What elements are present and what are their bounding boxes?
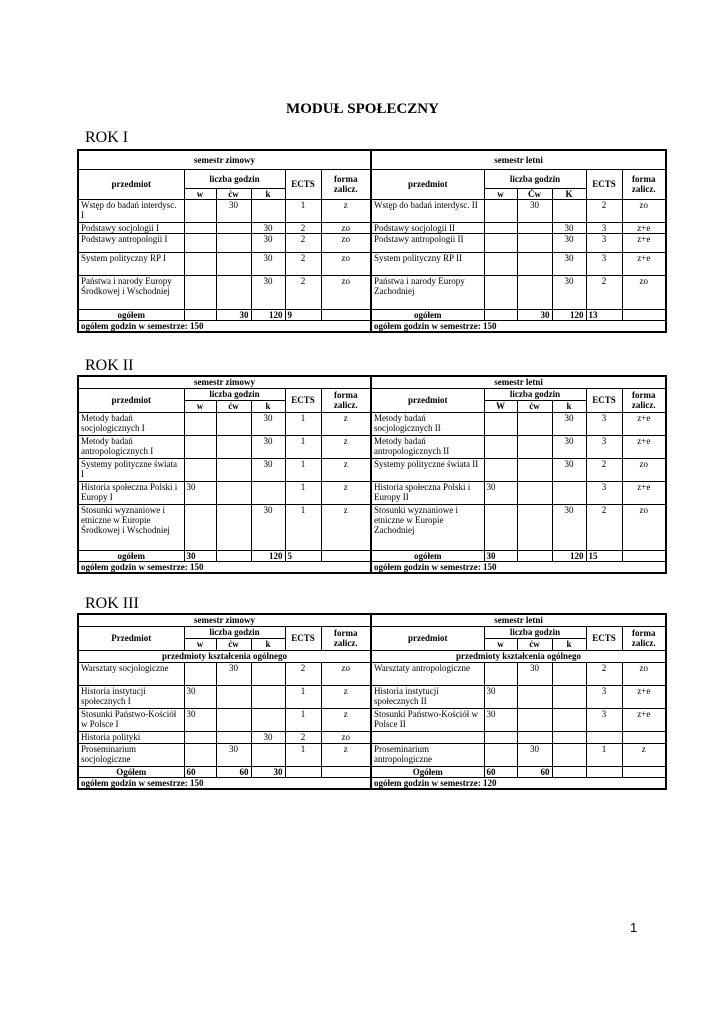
lecture-hours (184, 199, 216, 222)
conversatorium-hours: 30 (552, 222, 586, 233)
lecture-hours (184, 504, 216, 550)
ects-value: 1 (285, 435, 321, 458)
course-name: Wstęp do badań interdysc. I (78, 199, 184, 222)
conversatorium-column-header: k (552, 400, 586, 412)
form-value: z (321, 685, 371, 708)
semester-header: semestr letni (371, 614, 666, 626)
form-value: z (321, 708, 371, 731)
form-value: z (321, 435, 371, 458)
conversatorium-hours: 30 (552, 233, 586, 252)
form-value: z (321, 458, 371, 481)
total-conversatorium-hours: 120 (251, 550, 285, 561)
conversatorium-hours: 30 (251, 458, 285, 481)
subject-column-header: przedmiot (371, 388, 484, 412)
conversatorium-hours (251, 743, 285, 766)
total-ects: 15 (586, 550, 622, 561)
total-label: ogółem (78, 550, 184, 561)
course-name: Stosunki Państwo-Kościół w Polsce I (78, 708, 184, 731)
course-name: Podstawy antropologii I (78, 233, 184, 252)
subject-column-header: przedmiot (78, 388, 184, 412)
ects-column-header: ECTS (586, 626, 622, 650)
conversatorium-column-header: k (251, 638, 285, 650)
course-name: Proseminarium socjologiczne (78, 743, 184, 766)
lecture-column-header: w (184, 188, 216, 199)
curriculum-table (77, 375, 667, 574)
exercise-hours (517, 233, 552, 252)
lecture-hours: 30 (184, 708, 216, 731)
total-form (622, 766, 666, 777)
conversatorium-hours: 30 (552, 435, 586, 458)
lecture-hours (484, 504, 517, 550)
conversatorium-hours: 30 (251, 731, 285, 743)
conversatorium-hours (251, 662, 285, 685)
total-lecture-hours (184, 309, 216, 320)
ects-value: 1 (285, 504, 321, 550)
ects-column-header: ECTS (586, 388, 622, 412)
exercise-hours (517, 731, 552, 743)
total-form (321, 309, 371, 320)
conversatorium-hours: 30 (251, 222, 285, 233)
lecture-hours (484, 199, 517, 222)
exercise-hours (517, 481, 552, 504)
ects-value: 3 (586, 233, 622, 252)
exercise-hours (517, 458, 552, 481)
form-value: z+e (622, 412, 666, 435)
lecture-hours (484, 233, 517, 252)
exercise-hours (517, 222, 552, 233)
semester-hours-total: ogółem godzin w semestrze: 120 (371, 777, 666, 789)
ects-value: 1 (285, 412, 321, 435)
form-value: z+e (622, 233, 666, 252)
form-value: zo (622, 504, 666, 550)
lecture-hours: 30 (484, 481, 517, 504)
exercise-hours (216, 481, 251, 504)
course-name: System polityczny RP II (371, 252, 484, 275)
lecture-hours (484, 731, 517, 743)
year-heading: ROK II (85, 357, 134, 374)
ects-value: 1 (285, 481, 321, 504)
total-exercise-hours: 60 (517, 766, 552, 777)
course-name: Państwa i narody Europy Zachodniej (371, 275, 484, 309)
lecture-hours (184, 275, 216, 309)
exercise-column-header: ćw (517, 638, 552, 650)
form-value: z (622, 743, 666, 766)
ects-value: 1 (285, 708, 321, 731)
ects-value: 2 (285, 731, 321, 743)
form-value: z+e (622, 481, 666, 504)
conversatorium-hours: 30 (251, 412, 285, 435)
exercise-hours (216, 252, 251, 275)
conversatorium-hours (251, 685, 285, 708)
lecture-hours (184, 233, 216, 252)
form-value: z+e (622, 252, 666, 275)
total-conversatorium-hours: 30 (251, 766, 285, 777)
subject-column-header: przedmiot (371, 169, 484, 199)
form-value: z (321, 412, 371, 435)
hours-group-header: liczba godzin (184, 388, 285, 400)
hours-group-header: liczba godzin (184, 169, 285, 188)
page-number: 1 (630, 920, 638, 935)
lecture-hours: 30 (184, 685, 216, 708)
lecture-column-header: w (484, 638, 517, 650)
ects-value: 3 (586, 708, 622, 731)
total-exercise-hours (517, 550, 552, 561)
total-conversatorium-hours: 120 (251, 309, 285, 320)
ects-value: 2 (586, 199, 622, 222)
course-name: Systemy polityczne świata I (78, 458, 184, 481)
form-value: zo (321, 252, 371, 275)
ects-value: 1 (285, 685, 321, 708)
semester-hours-total: ogółem godzin w semestrze: 150 (371, 561, 666, 573)
form-value: z (321, 743, 371, 766)
form-value: z+e (622, 435, 666, 458)
page-title: MODUŁ SPOŁECZNY (286, 101, 439, 117)
hours-group-header: liczba godzin (184, 626, 285, 638)
ects-column-header: ECTS (285, 626, 321, 650)
lecture-hours: 30 (184, 481, 216, 504)
conversatorium-hours: 30 (552, 504, 586, 550)
total-ects: 13 (586, 309, 622, 320)
exercise-hours (517, 504, 552, 550)
total-ects (586, 766, 622, 777)
course-name: Systemy polityczne świata II (371, 458, 484, 481)
lecture-hours (184, 662, 216, 685)
course-name: Wstęp do badań interdysc. II (371, 199, 484, 222)
lecture-hours (484, 275, 517, 309)
course-name (371, 731, 484, 743)
exercise-hours (216, 504, 251, 550)
exercise-hours: 30 (216, 743, 251, 766)
conversatorium-hours (251, 708, 285, 731)
exercise-hours: 30 (517, 662, 552, 685)
semester-hours-total: ogółem godzin w semestrze: 150 (78, 777, 371, 789)
course-name: Podstawy socjologii II (371, 222, 484, 233)
exercise-hours (216, 275, 251, 309)
total-label: ogółem (78, 309, 184, 320)
exercise-hours (517, 435, 552, 458)
conversatorium-column-header: K (552, 188, 586, 199)
form-value: zo (321, 275, 371, 309)
conversatorium-hours (251, 199, 285, 222)
ects-column-header: ECTS (285, 388, 321, 412)
hours-group-header: liczba godzin (484, 626, 586, 638)
lecture-hours (484, 222, 517, 233)
form-value: z+e (622, 685, 666, 708)
lecture-hours (484, 435, 517, 458)
ects-value: 3 (586, 222, 622, 233)
ects-value: 2 (285, 252, 321, 275)
lecture-hours (184, 412, 216, 435)
total-form (622, 309, 666, 320)
lecture-hours (184, 222, 216, 233)
course-name: Metody badań antropologicznych I (78, 435, 184, 458)
exercise-column-header: Ćw (517, 188, 552, 199)
semester-header: semestr letni (371, 376, 666, 388)
total-lecture-hours: 60 (484, 766, 517, 777)
lecture-column-header: w (184, 400, 216, 412)
total-ects: 5 (285, 550, 321, 561)
course-name: Historia społeczna Polski i Europy II (371, 481, 484, 504)
semester-hours-total: ogółem godzin w semestrze: 150 (371, 320, 666, 332)
course-name: Historia instytucji społecznych II (371, 685, 484, 708)
exercise-hours: 30 (216, 662, 251, 685)
lecture-column-header: w (184, 638, 216, 650)
course-name: Proseminarium antropologiczne (371, 743, 484, 766)
course-name: Podstawy antropologii II (371, 233, 484, 252)
form-value: zo (321, 222, 371, 233)
lecture-hours: 30 (484, 708, 517, 731)
exercise-hours: 30 (517, 199, 552, 222)
ects-value: 2 (285, 275, 321, 309)
curriculum-table (77, 613, 667, 790)
total-lecture-hours: 30 (184, 550, 216, 561)
form-column-header: forma zalicz. (321, 388, 371, 412)
hours-group-header: liczba godzin (484, 388, 586, 400)
total-lecture-hours: 30 (484, 550, 517, 561)
form-value: zo (622, 458, 666, 481)
ects-value (586, 731, 622, 743)
form-value: z (321, 481, 371, 504)
ects-value: 2 (586, 504, 622, 550)
course-name: Historia polityki (78, 731, 184, 743)
semester-hours-total: ogółem godzin w semestrze: 150 (78, 561, 371, 573)
course-name: Warsztaty socjologiczne (78, 662, 184, 685)
ects-value: 3 (586, 481, 622, 504)
section-subheader: przedmioty kształcenia ogólnego (78, 650, 371, 662)
ects-value: 2 (285, 222, 321, 233)
exercise-hours (216, 731, 251, 743)
total-ects: 9 (285, 309, 321, 320)
exercise-hours (517, 252, 552, 275)
form-value: z (321, 504, 371, 550)
lecture-hours (484, 662, 517, 685)
ects-value: 1 (586, 743, 622, 766)
conversatorium-hours: 30 (251, 435, 285, 458)
total-exercise-hours: 30 (517, 309, 552, 320)
course-name: Stosunki Państwo-Kościół w Polsce II (371, 708, 484, 731)
conversatorium-column-header: k (251, 188, 285, 199)
lecture-hours (484, 412, 517, 435)
ects-value: 2 (285, 233, 321, 252)
exercise-hours (517, 708, 552, 731)
semester-hours-total: ogółem godzin w semestrze: 150 (78, 320, 371, 332)
exercise-hours (216, 222, 251, 233)
lecture-column-header: W (484, 400, 517, 412)
course-name: Historia instytucji społecznych I (78, 685, 184, 708)
conversatorium-hours: 30 (552, 275, 586, 309)
conversatorium-hours (552, 199, 586, 222)
ects-value: 3 (586, 435, 622, 458)
form-column-header: forma zalicz. (321, 169, 371, 199)
total-label: Ogółem (371, 766, 484, 777)
conversatorium-hours: 30 (552, 252, 586, 275)
course-name: Stosunki wyznaniowe i etniczne w Europie Zachodniej (371, 504, 484, 550)
exercise-hours (517, 685, 552, 708)
total-conversatorium-hours: 120 (552, 550, 586, 561)
form-value: z+e (622, 708, 666, 731)
ects-value: 2 (586, 662, 622, 685)
lecture-column-header: w (484, 188, 517, 199)
form-value (622, 731, 666, 743)
subject-column-header: przedmiot (78, 169, 184, 199)
ects-value: 2 (285, 662, 321, 685)
lecture-hours (484, 458, 517, 481)
form-value: zo (321, 662, 371, 685)
ects-value: 1 (285, 743, 321, 766)
conversatorium-hours (552, 731, 586, 743)
subject-column-header: przedmiot (371, 626, 484, 650)
total-exercise-hours: 60 (216, 766, 251, 777)
exercise-hours (216, 458, 251, 481)
course-name: Metody badań antropologicznych II (371, 435, 484, 458)
exercise-hours (216, 435, 251, 458)
total-label: ogółem (371, 309, 484, 320)
exercise-hours (517, 412, 552, 435)
conversatorium-hours: 30 (251, 233, 285, 252)
semester-header: semestr zimowy (78, 376, 371, 388)
course-name: Metody badań socjologicznych II (371, 412, 484, 435)
form-column-header: forma zalicz. (321, 626, 371, 650)
form-column-header: forma zalicz. (622, 626, 666, 650)
exercise-hours (216, 708, 251, 731)
semester-header: semestr zimowy (78, 150, 371, 169)
total-form (622, 550, 666, 561)
exercise-column-header: ćw (216, 638, 251, 650)
ects-value: 1 (285, 199, 321, 222)
conversatorium-hours: 30 (251, 504, 285, 550)
course-name: Historia społeczna Polski i Europy I (78, 481, 184, 504)
form-value: zo (622, 662, 666, 685)
form-column-header: forma zalicz. (622, 169, 666, 199)
ects-value: 1 (285, 458, 321, 481)
exercise-hours: 30 (517, 743, 552, 766)
total-conversatorium-hours (552, 766, 586, 777)
conversatorium-hours: 30 (251, 275, 285, 309)
lecture-hours (484, 743, 517, 766)
form-column-header: forma zalicz. (622, 388, 666, 412)
course-name: Państwa i narody Europy Środkowej i Wschodniej (78, 275, 184, 309)
course-name: Metody badań socjologicznych I (78, 412, 184, 435)
ects-column-header: ECTS (586, 169, 622, 199)
ects-value: 2 (586, 275, 622, 309)
total-conversatorium-hours: 120 (552, 309, 586, 320)
form-value: z+e (622, 222, 666, 233)
course-name: Stosunki wyznaniowe i etniczne w Europie Środkowej i Wschodniej (78, 504, 184, 550)
lecture-hours (184, 731, 216, 743)
total-exercise-hours: 30 (216, 309, 251, 320)
exercise-hours (216, 685, 251, 708)
form-value: zo (321, 233, 371, 252)
total-label: ogółem (371, 550, 484, 561)
conversatorium-hours (552, 662, 586, 685)
conversatorium-hours: 30 (552, 412, 586, 435)
total-lecture-hours: 60 (184, 766, 216, 777)
conversatorium-hours (552, 708, 586, 731)
total-form (321, 766, 371, 777)
course-name: Podstawy socjologii I (78, 222, 184, 233)
total-form (321, 550, 371, 561)
ects-value: 3 (586, 412, 622, 435)
conversatorium-hours (251, 481, 285, 504)
semester-header: semestr zimowy (78, 614, 371, 626)
curriculum-table (77, 149, 667, 333)
total-exercise-hours (216, 550, 251, 561)
total-lecture-hours (484, 309, 517, 320)
conversatorium-column-header: k (552, 638, 586, 650)
conversatorium-hours (552, 685, 586, 708)
form-value: zo (622, 199, 666, 222)
exercise-column-header: ćw (216, 400, 251, 412)
total-ects (285, 766, 321, 777)
ects-value: 3 (586, 685, 622, 708)
ects-value: 2 (586, 458, 622, 481)
form-value: z (321, 199, 371, 222)
lecture-hours (184, 435, 216, 458)
lecture-hours (184, 458, 216, 481)
exercise-hours (216, 233, 251, 252)
conversatorium-hours: 30 (251, 252, 285, 275)
exercise-hours: 30 (216, 199, 251, 222)
total-label: Ogółem (78, 766, 184, 777)
ects-column-header: ECTS (285, 169, 321, 199)
course-name: Warsztaty antropologiczne (371, 662, 484, 685)
subject-column-header: Przedmiot (78, 626, 184, 650)
course-name: System polityczny RP I (78, 252, 184, 275)
year-heading: ROK III (85, 595, 139, 612)
conversatorium-hours (552, 743, 586, 766)
form-value: zo (321, 731, 371, 743)
hours-group-header: liczba godzin (484, 169, 586, 188)
conversatorium-column-header: k (251, 400, 285, 412)
year-heading: ROK I (85, 129, 129, 146)
lecture-hours (184, 252, 216, 275)
conversatorium-hours: 30 (552, 458, 586, 481)
lecture-hours: 30 (484, 685, 517, 708)
section-subheader: przedmioty kształcenia ogólnego (371, 650, 666, 662)
exercise-hours (517, 275, 552, 309)
semester-header: semestr letni (371, 150, 666, 169)
form-value: zo (622, 275, 666, 309)
lecture-hours (484, 252, 517, 275)
exercise-hours (216, 412, 251, 435)
exercise-column-header: ćw (517, 400, 552, 412)
conversatorium-hours (552, 481, 586, 504)
lecture-hours (184, 743, 216, 766)
exercise-column-header: ćw (216, 188, 251, 199)
ects-value: 3 (586, 252, 622, 275)
